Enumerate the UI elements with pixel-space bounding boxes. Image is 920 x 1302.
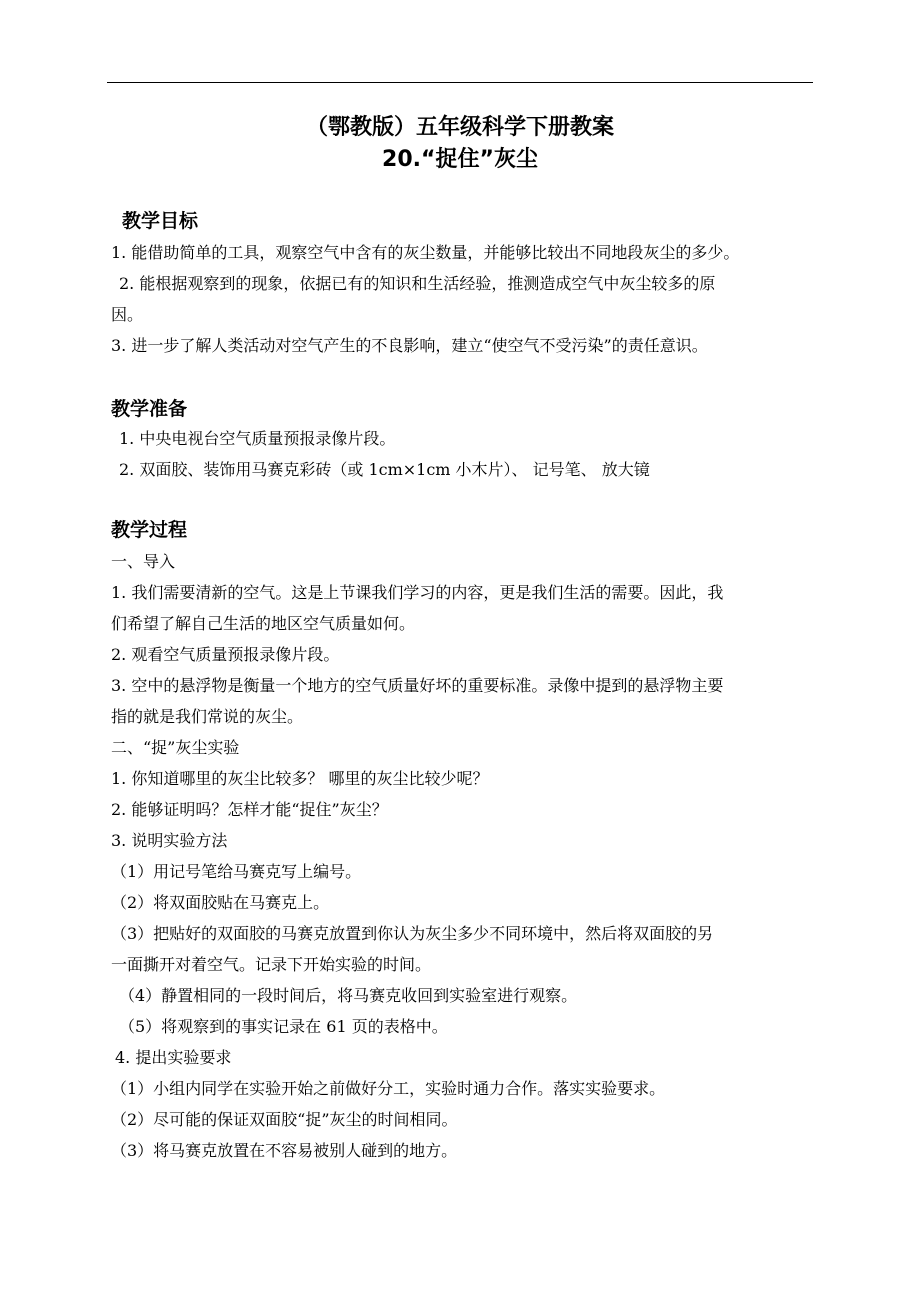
- prep-line: 2. 双面胶、装饰用马赛克彩砖（或 1cm×1cm 小木片）、 记号笔、 放大镜: [119, 460, 650, 479]
- process-line: （1）小组内同学在实验开始之前做好分工，实验时通力合作。落实实验要求。: [111, 1079, 666, 1098]
- process-line: （4）静置相同的一段时间后，将马赛克收回到实验室进行观察。: [119, 986, 578, 1005]
- process-line: 3. 说明实验方法: [111, 831, 228, 850]
- prep-line: 1. 中央电视台空气质量预报录像片段。: [119, 429, 396, 448]
- process-line: 1. 我们需要清新的空气。这是上节课我们学习的内容，更是我们生活的需要。因此，我: [111, 583, 724, 602]
- process-line: 4. 提出实验要求: [115, 1048, 232, 1067]
- goals-heading: 教学目标: [122, 210, 199, 232]
- prep-heading: 教学准备: [111, 398, 188, 420]
- header-rule: [107, 82, 813, 83]
- goal-line: 2. 能根据观察到的现象，依据已有的知识和生活经验，推测造成空气中灰尘较多的原: [119, 274, 716, 293]
- section-heading-intro: 一、导入: [111, 552, 176, 571]
- lesson-title: 20.“捉住”灰尘: [382, 147, 538, 172]
- process-line: 指的就是我们常说的灰尘。: [111, 707, 304, 726]
- process-line: （3）将马赛克放置在不容易被别人碰到的地方。: [111, 1141, 458, 1160]
- goal-line: 3. 进一步了解人类活动对空气产生的不良影响，建立“使空气不受污染”的责任意识。: [111, 336, 708, 355]
- process-line: 2. 能够证明吗？怎样才能“捉住”灰尘？: [111, 800, 388, 819]
- process-line: 们希望了解自己生活的地区空气质量如何。: [111, 614, 416, 633]
- process-line: （5）将观察到的事实记录在 61 页的表格中。: [119, 1017, 448, 1036]
- process-line: 3. 空中的悬浮物是衡量一个地方的空气质量好坏的重要标准。录像中提到的悬浮物主要: [111, 676, 724, 695]
- process-line: 1. 你知道哪里的灰尘比较多？ 哪里的灰尘比较少呢？: [111, 769, 489, 788]
- process-line: 2. 观看空气质量预报录像片段。: [111, 645, 340, 664]
- document-title: （鄂教版）五年级科学下册教案: [305, 115, 614, 140]
- goal-line: 因。: [111, 305, 144, 324]
- process-line: （2）尽可能的保证双面胶“捉”灰尘的时间相同。: [111, 1110, 458, 1129]
- process-line: 一面撕开对着空气。记录下开始实验的时间。: [111, 955, 432, 974]
- section-heading-experiment: 二、“捉”灰尘实验: [111, 738, 240, 757]
- process-line: （3）把贴好的双面胶的马赛克放置到你认为灰尘多少不同环境中，然后将双面胶的另: [111, 924, 714, 943]
- goal-line: 1. 能借助简单的工具，观察空气中含有的灰尘数量，并能够比较出不同地段灰尘的多少。: [111, 243, 740, 262]
- process-heading: 教学过程: [111, 519, 188, 541]
- process-line: （1）用记号笔给马赛克写上编号。: [111, 862, 362, 881]
- process-line: （2）将双面胶贴在马赛克上。: [111, 893, 330, 912]
